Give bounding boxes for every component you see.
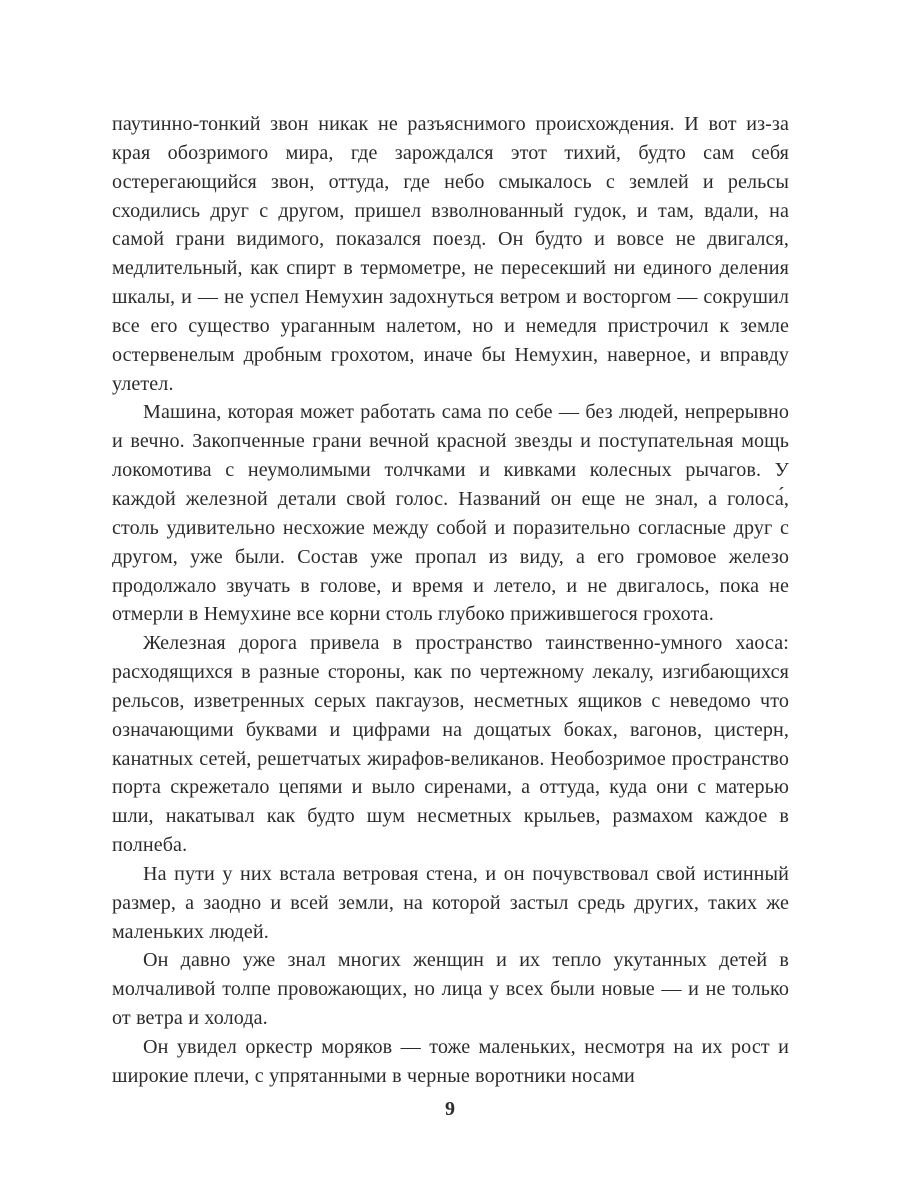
- paragraph: Он давно уже знал многих женщин и их тепло укутанных детей в молчаливой толпе провожающих, но лица у всех были новые — и не только от ветра и холода.: [112, 949, 789, 1030]
- paragraph: Железная дорога привела в пространство таинственно-умного хаоса: расходящихся в разные стороны, как по чертежному лекалу, изгибающихся рельсов, изветренных серых пакгаузов, несметных ящиков с неведомо что означающими буквами и цифрами на дощатых боках, вагонов, цистерн, канатных сетей, решетчатых жирафов-великанов. Необозримое пространство порта скрежетало цепями и выло сиренами, а оттуда, куда они с матерью шли, накатывал как будто шум несметных крыльев, размахом каждое в полнеба.: [112, 632, 789, 857]
- page-number: 9: [445, 1098, 455, 1120]
- paragraph: паутинно-тонкий звон никак не разъяснимого происхождения. И вот из-за края обозримого мира, где зарождался этот тихий, будто сам себя остерегающийся звон, оттуда, где небо смыкалось с землей и рельсы сходились друг с другом, пришел взволнованный гудок, и там, вдали, на самой грани видимого, показался поезд. Он будто и вовсе не двигался, медлительный, как спирт в термометре, не пересекший ни единого деления шкалы, и — не успел Немухин задохнуться ветром и восторгом — сокрушил все его существо ураганным налетом, но и немедля пристрочил к земле остервенелым дробным грохотом, иначе бы Немухин, наверное, и вправду улетел.: [112, 113, 789, 395]
- paragraph: Он увидел оркестр моряков — тоже маленьких, несмотря на их рост и широкие плечи, с упрятанными в черные воротники носами: [112, 1036, 789, 1087]
- paragraph: Машина, которая может работать сама по себе — без людей, непрерывно и вечно. Закопченные грани вечной красной звезды и поступательная мощь локомотива с неумолимыми толчками и кивками колесных рычагов. У каждой железной детали свой голос. Названий он еще не знал, а голоса́, столь удивительно несхожие между собой и поразительно согласные друг с другом, уже были. Состав уже пропал из виду, а его громовое железо продолжало звучать в голове, и время и летело, и не двигалось, пока не отмерли в Немухине все корни столь глубоко прижившегося грохота.: [112, 401, 789, 626]
- body-text-column: [112, 110, 789, 1091]
- paragraph: На пути у них встала ветровая стена, и он почувствовал свой истинный размер, а заодно и всей земли, на которой застыл средь других, таких же маленьких людей.: [112, 862, 789, 943]
